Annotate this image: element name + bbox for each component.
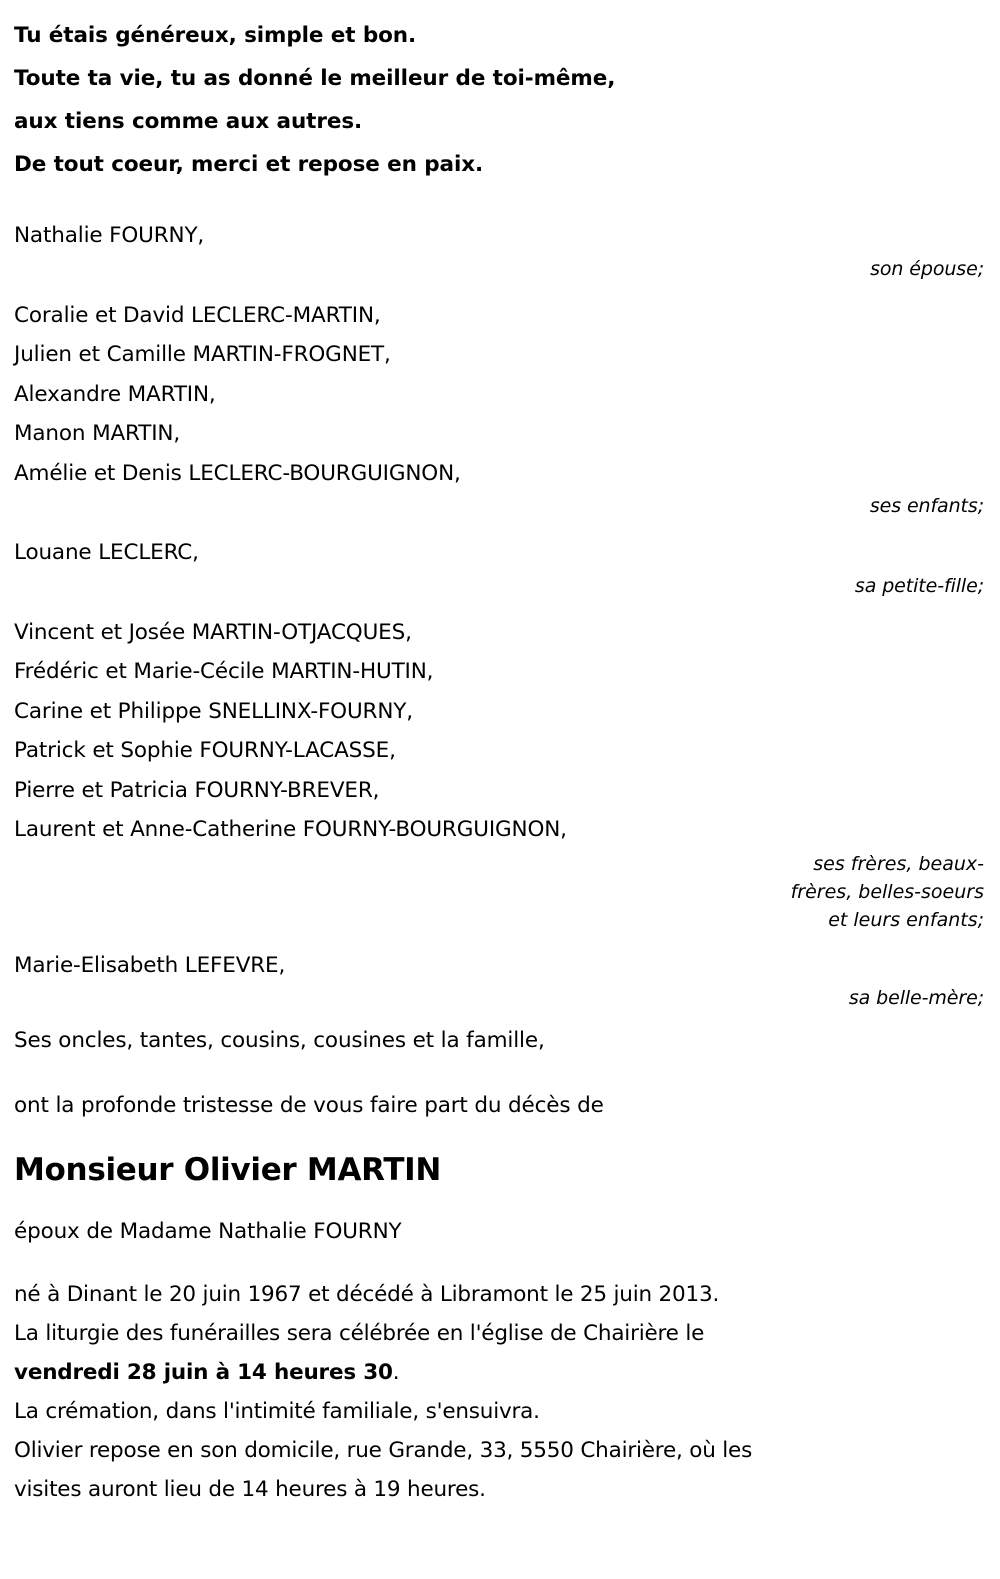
visits-line-2: visites auront lieu de 14 heures à 19 heures. xyxy=(14,1476,486,1502)
liturgy-prefix: La liturgie des funérailles sera célébrée en l'église de Chairière le xyxy=(14,1320,705,1346)
name-list xyxy=(14,533,986,573)
funeral-details xyxy=(14,1275,986,1509)
family-group-granddaughter xyxy=(14,533,986,599)
list-item: Coralie et David LECLERC-MARTIN, xyxy=(14,302,381,328)
intro-line-1: Tu étais généreux, simple et bon. xyxy=(14,23,417,48)
family-group-extended xyxy=(14,1021,986,1061)
list-item: Louane LECLERC, xyxy=(14,540,199,565)
spouse-of-text: époux de Madame Nathalie FOURNY xyxy=(14,1218,402,1244)
relation-line-3: et leurs enfants; xyxy=(828,908,984,931)
list-item: Amélie et Denis LECLERC-BOURGUIGNON, xyxy=(14,460,461,486)
list-item: Marie-Elisabeth LEFEVRE, xyxy=(14,952,286,978)
relation-line-2: frères, belles-soeurs xyxy=(790,880,984,903)
intro-poem xyxy=(14,14,986,186)
intro-line-2: Toute ta vie, tu as donné le meilleur de toi-même, xyxy=(14,66,616,91)
list-item: Frédéric et Marie-Cécile MARTIN-HUTIN, xyxy=(14,659,434,684)
list-item: Ses oncles, tantes, cousins, cousines et la famille, xyxy=(14,1028,545,1053)
name-list xyxy=(14,296,986,494)
relation-line-1: ses frères, beaux- xyxy=(813,852,984,875)
announcement-text: ont la profonde tristesse de vous faire part du décès de xyxy=(14,1092,604,1118)
relation-label-spouse: son épouse; xyxy=(870,257,984,280)
family-group-mother-in-law xyxy=(14,946,986,1012)
visits-line-1: Olivier repose en son domicile, rue Grande, 33, 5550 Chairière, où les xyxy=(14,1437,753,1463)
liturgy-line xyxy=(14,1314,986,1353)
list-item: Manon MARTIN, xyxy=(14,421,181,446)
intro-line-3: aux tiens comme aux autres. xyxy=(14,109,363,134)
liturgy-when-line xyxy=(14,1353,986,1392)
name-list xyxy=(14,946,986,986)
family-group-siblings xyxy=(14,613,986,934)
list-item: Laurent et Anne-Catherine FOURNY-BOURGUIGNON, xyxy=(14,817,567,842)
name-list xyxy=(14,1021,986,1061)
intro-line-4: De tout coeur, merci et repose en paix. xyxy=(14,152,484,177)
list-item: Pierre et Patricia FOURNY-BREVER, xyxy=(14,777,380,803)
list-item: Alexandre MARTIN, xyxy=(14,381,216,407)
list-item: Nathalie FOURNY, xyxy=(14,223,205,248)
relation-label-children: ses enfants; xyxy=(869,495,984,517)
list-item: Vincent et Josée MARTIN-OTJACQUES, xyxy=(14,619,412,645)
relation-label-granddaughter: sa petite-fille; xyxy=(854,574,984,597)
relation-label-siblings xyxy=(14,850,986,934)
relation-label-mother-in-law: sa belle-mère; xyxy=(848,987,984,1009)
cremation-line: La crémation, dans l'intimité familiale, s'ensuivra. xyxy=(14,1398,540,1424)
list-item: Carine et Philippe SNELLINX-FOURNY, xyxy=(14,698,413,724)
name-list xyxy=(14,216,986,256)
birth-death-line: né à Dinant le 20 juin 1967 et décédé à Libramont le 25 juin 2013. xyxy=(14,1281,720,1307)
liturgy-suffix: . xyxy=(392,1359,400,1385)
family-group-spouse xyxy=(14,216,986,282)
name-list xyxy=(14,613,986,850)
family-group-children xyxy=(14,296,986,520)
deceased-name: Monsieur Olivier MARTIN xyxy=(14,1151,442,1188)
liturgy-datetime: vendredi 28 juin à 14 heures 30 xyxy=(14,1359,393,1385)
list-item: Patrick et Sophie FOURNY-LACASSE, xyxy=(14,738,396,763)
list-item: Julien et Camille MARTIN-FROGNET, xyxy=(14,342,391,367)
